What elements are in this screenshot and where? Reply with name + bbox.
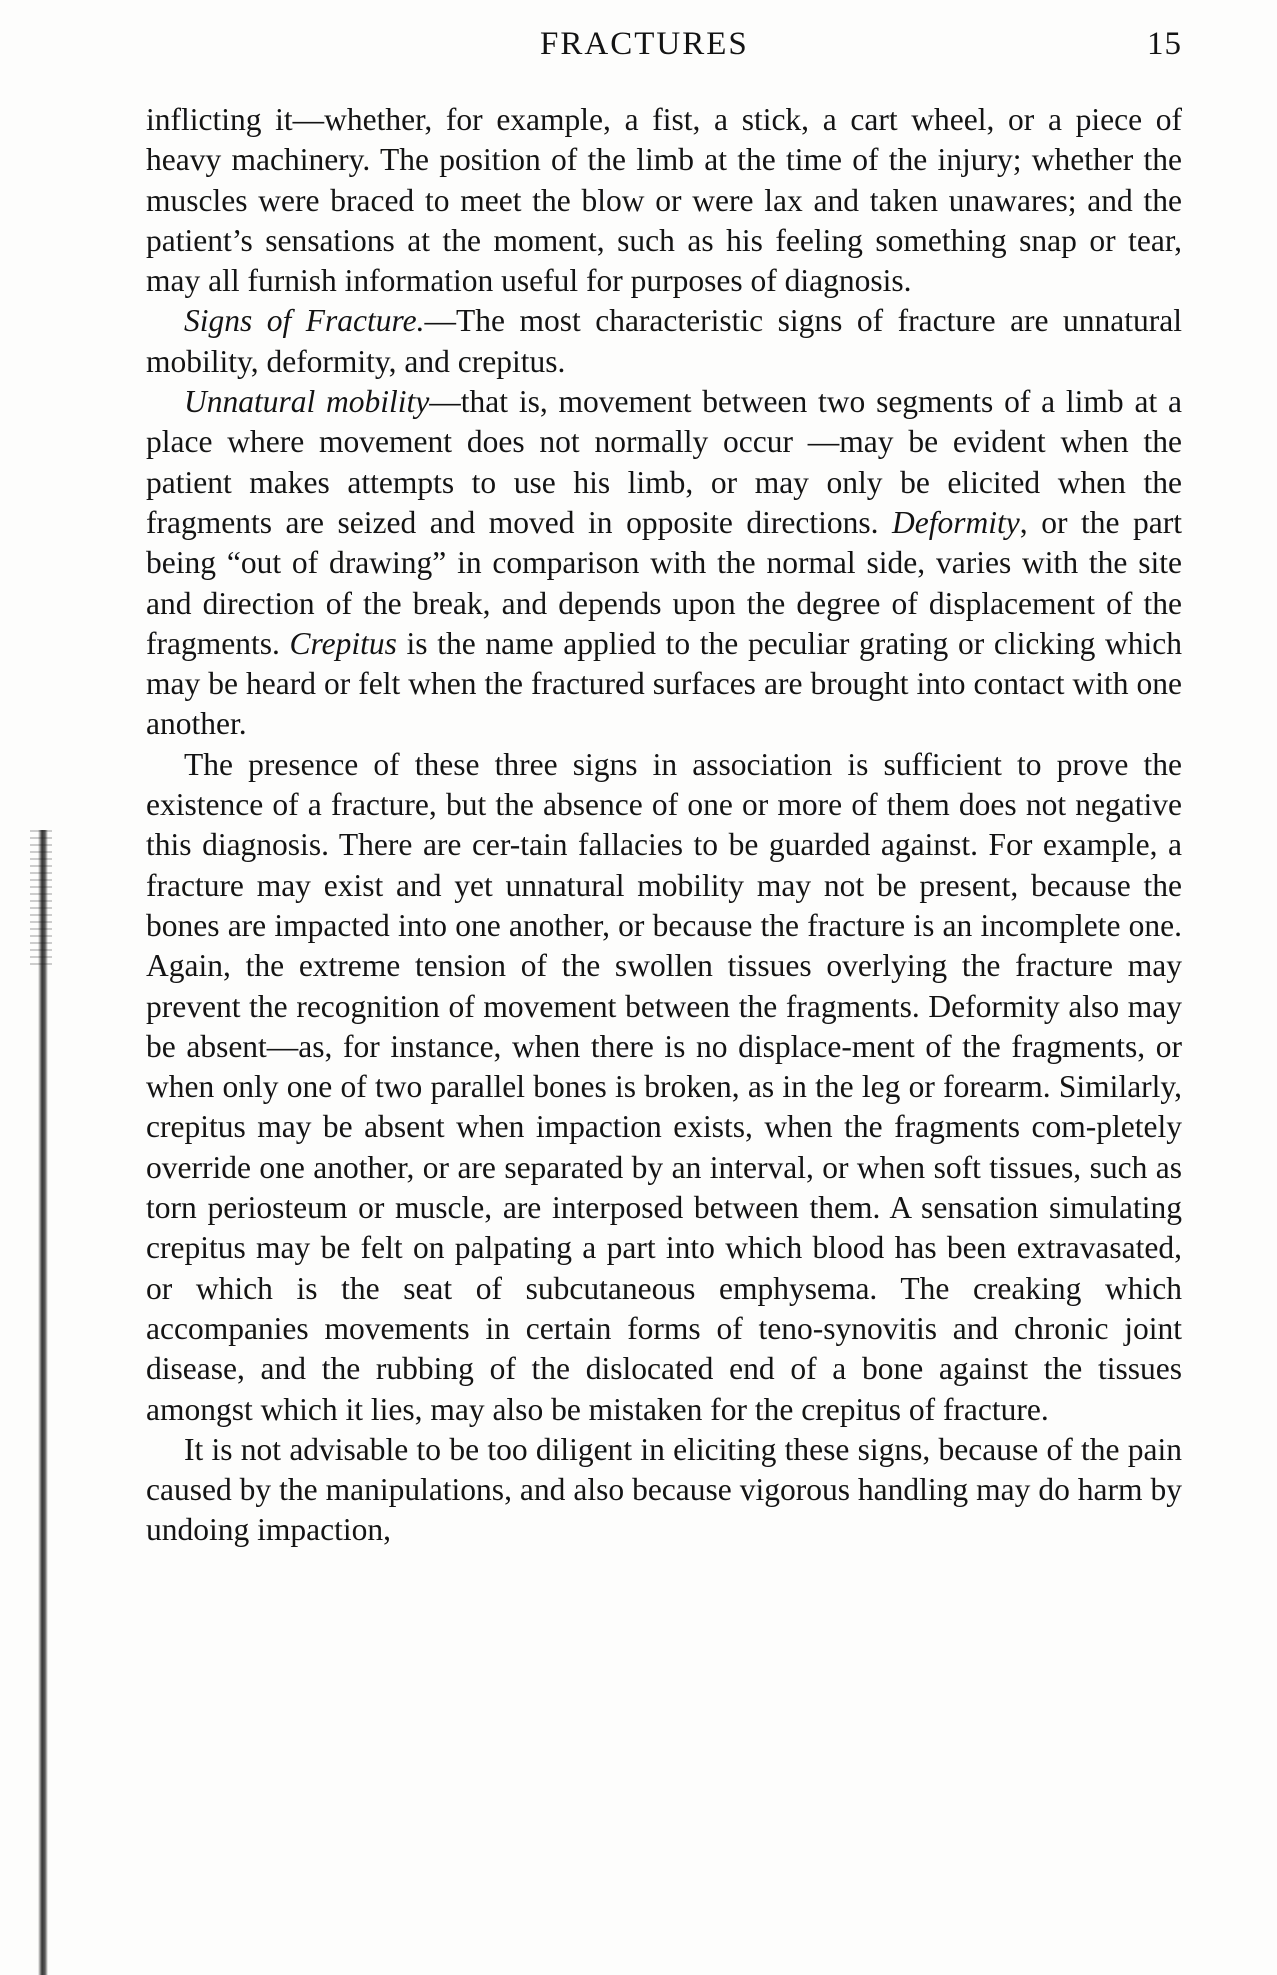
paragraph [146,1430,1182,1551]
running-head [148,14,1182,74]
binding-shadow [38,830,48,1975]
italic-term: Crepitus [289,625,397,661]
paragraph-text: —The most characteristic signs of fracture are unnatural mobility, deformity, and crepitus. [146,303,1182,379]
page-number: 15 [1147,26,1182,62]
paragraph [146,382,1182,745]
italic-term: Deformity [892,504,1020,540]
paragraph-text: is the name applied to the peculiar grating or clicking which may be heard or felt when the fractured surfaces are brought into contact with one another. [146,625,1182,742]
paragraph-text: —that is, movement between two segments of a limb at a place where movement does not normally occur —may be evident when the patient makes attempts to use his limb, or may only be elicited when the fragments are seized and moved in opposite directions. [146,384,1182,540]
paragraph-text: It is not advisable to be too diligent in eliciting these signs, because of the pain caused by the manipulations, and also because vigorous handling may do harm by undoing impaction, [146,1431,1182,1548]
italic-term: Unnatural mobility [184,384,430,420]
body-text [146,100,1182,1551]
paragraph [146,745,1182,1430]
running-head-title: FRACTURES [540,26,749,62]
paragraph-text: inflicting it—whether, for example, a fist, a stick, a cart wheel, or a piece of heavy machinery. The position of the limb at the time of the injury; whether the muscles were braced to meet the blow or were lax and taken unawares; and the patient’s sensations at the moment, such as his feeling something snap or tear, may all furnish information useful for purposes of diagnosis. [146,102,1182,299]
paragraph [146,100,1182,301]
paragraph-text: , or the part being “out of drawing” in comparison with the normal side, varies with the site and direction of the break, and depends upon the degree of displacement of the fragments. [146,504,1182,661]
paragraph [146,301,1182,382]
paragraph-text: The presence of these three signs in association is sufficient to prove the existence of a fracture, but the absence of one or more of them does not negative this diagnosis. There are cer-tain fallacies to be guarded against. For example, a fracture may exist and yet unnatural mobility may not be present, because the bones are impacted into one another, or because the fracture is an incomplete one. Again, the extreme tension of the swollen tissues overlying the fracture may prevent the recognition of movement between the fragments. Deformity also may be absent—as, for instance, when there is no displace-ment of the fragments, or when only one of two parallel bones is broken, as in the leg or forearm. Similarly, crepitus may be absent when impaction exists, when the fragments com-pletely override one another, or are separated by an interval, or when soft tissues, such as torn periosteum or muscle, are interposed between them. A sensation simulating crepitus may be felt on palpating a part into which blood has been extravasated, or which is the seat of subcutaneous emphysema. The creaking which accompanies movements in certain forms of teno-synovitis and chronic joint disease, and the rubbing of the dislocated end of a bone against the tissues amongst which it lies, may also be mistaken for the crepitus of fracture. [146,746,1182,1427]
italic-term: Signs of Fracture. [184,303,425,339]
